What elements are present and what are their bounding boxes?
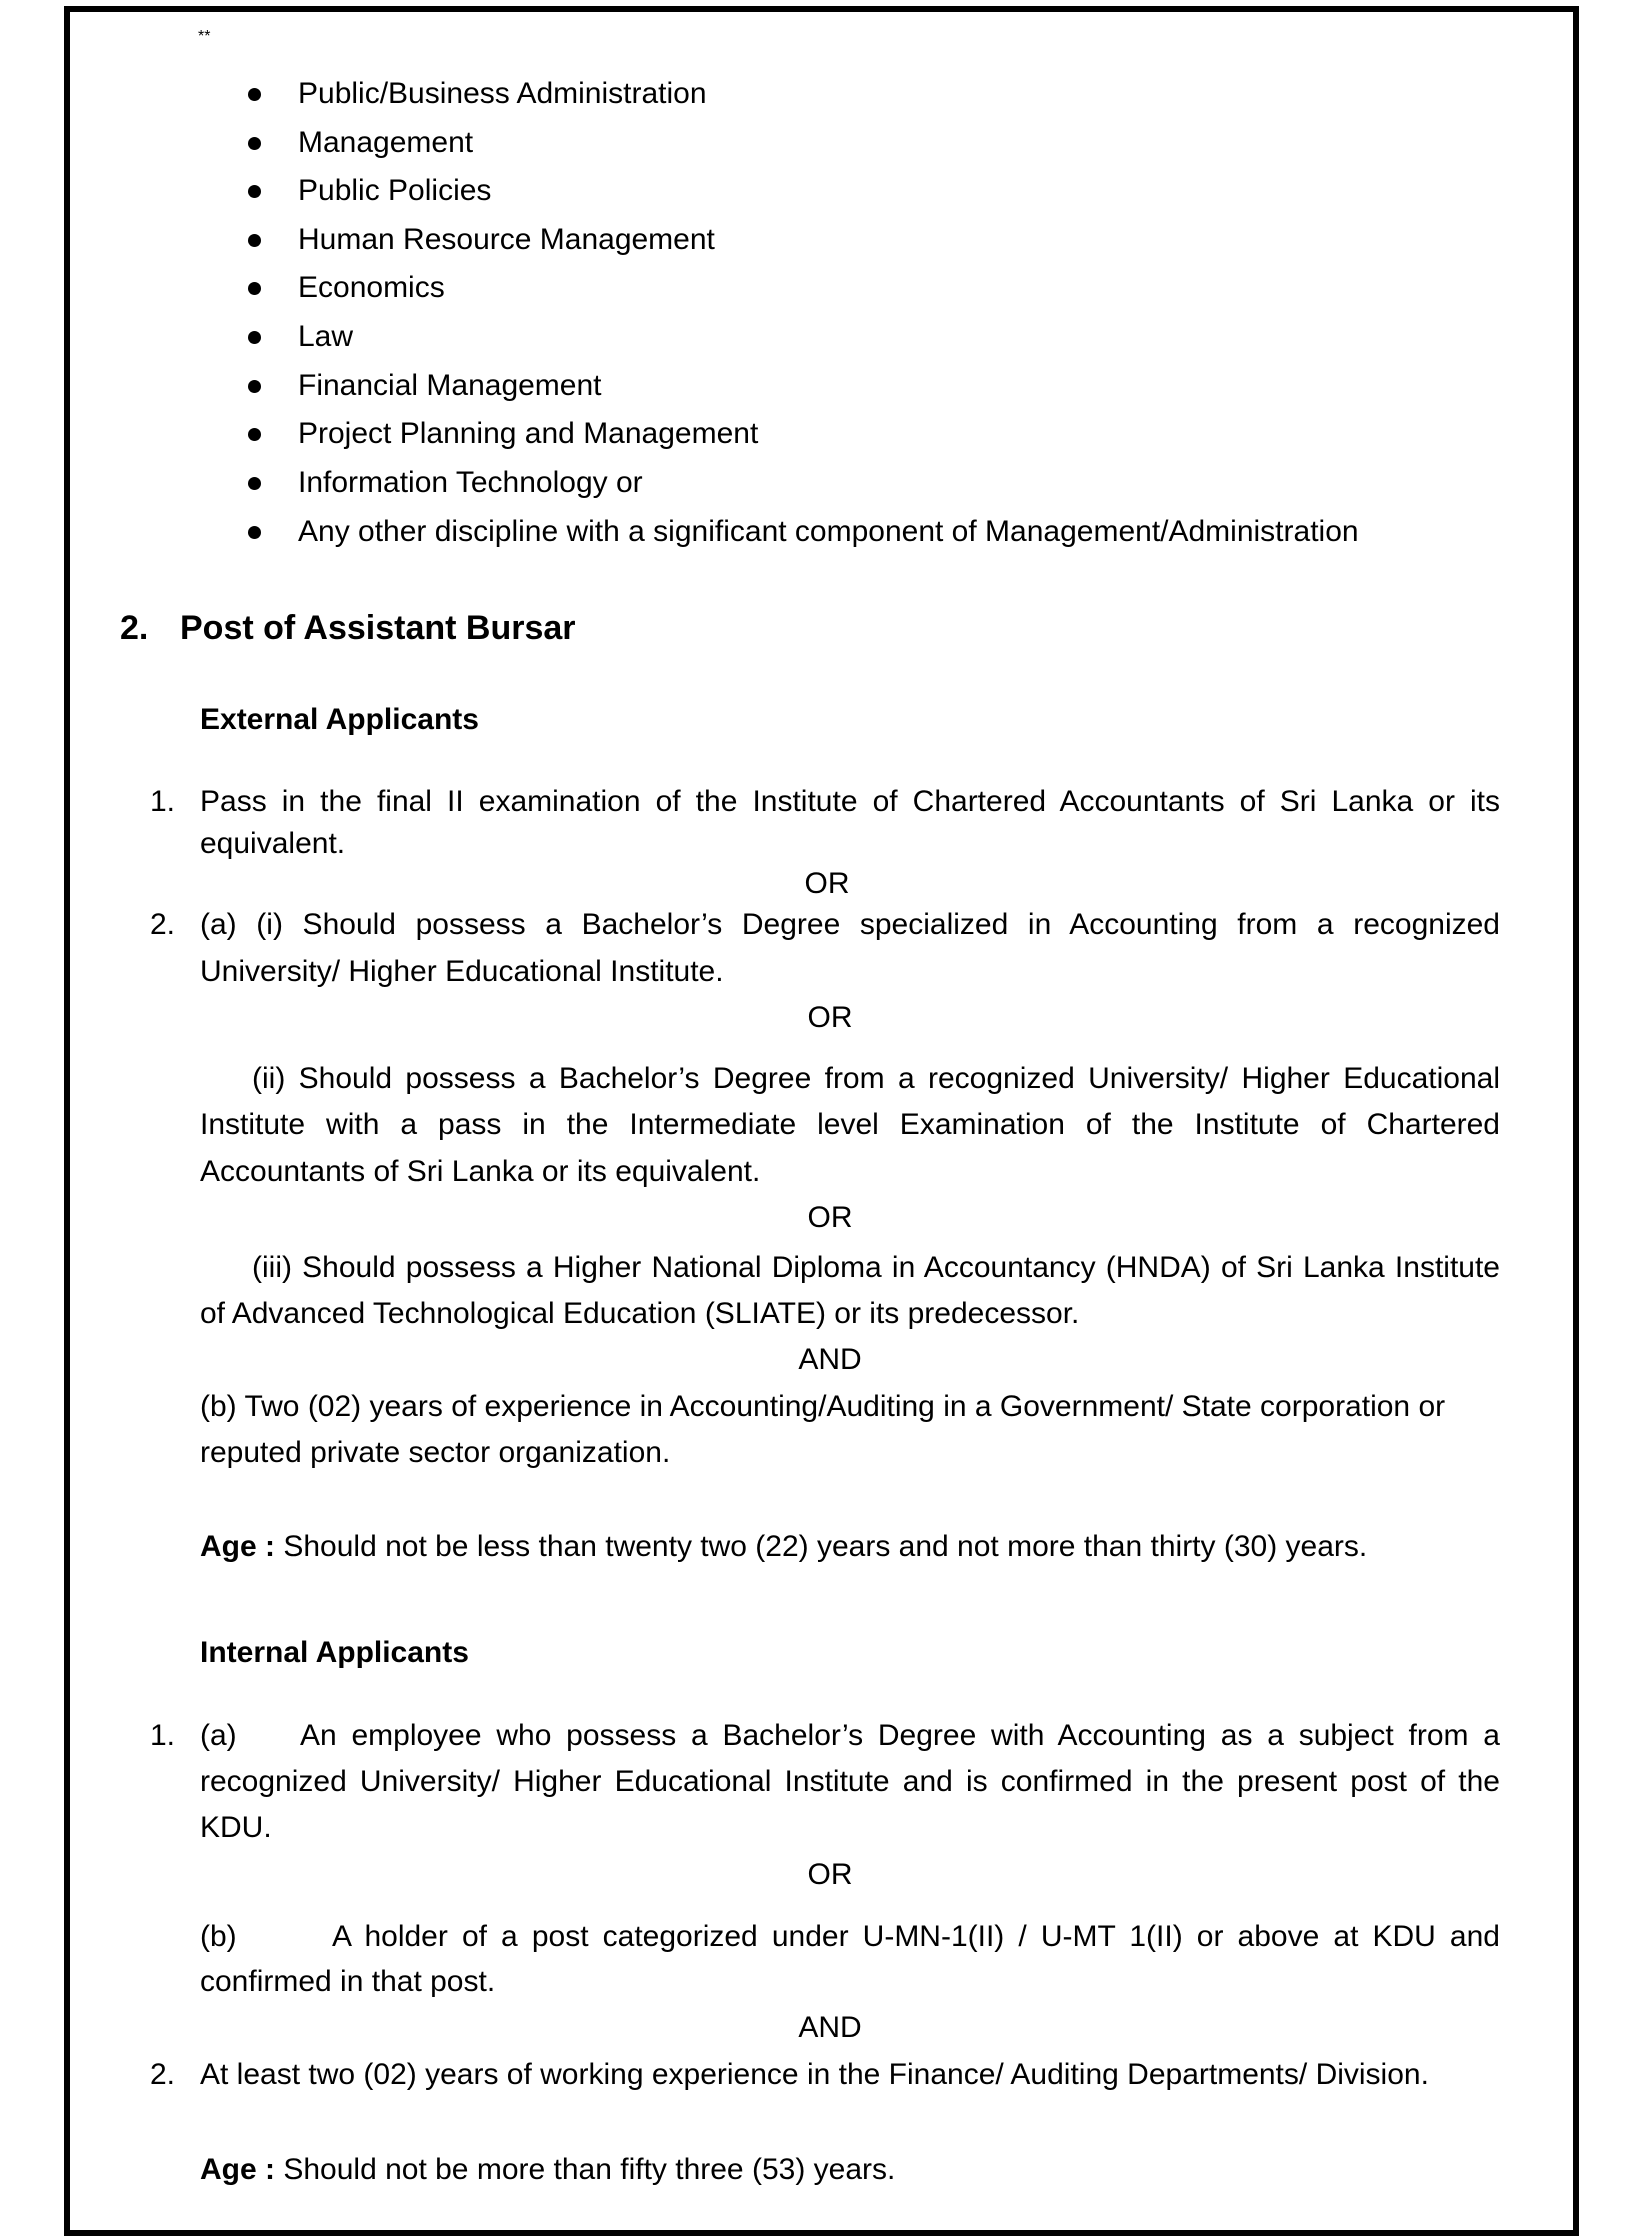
bullet-icon — [248, 234, 261, 247]
and-separator: AND — [798, 1343, 862, 1376]
bullet-icon — [248, 526, 261, 539]
item-number: 2. — [150, 908, 176, 941]
list-item: Project Planning and Management — [298, 417, 759, 450]
list-item: Financial Management — [298, 369, 602, 402]
section-title: Post of Assistant Bursar — [180, 609, 576, 647]
external-item2b-line1: (b) Two (02) years of experience in Accounting/Auditing in a Government/ State corporation or — [200, 1390, 1446, 1423]
external-item1-line2: equivalent. — [200, 827, 346, 860]
or-separator: OR — [807, 1001, 853, 1034]
or-separator: OR — [804, 867, 850, 900]
internal-item1a-line2: recognized University/ Higher Educational Institute and is confirmed in the present post of the — [200, 1765, 1500, 1798]
external-applicants-heading: External Applicants — [200, 703, 479, 736]
section-number: 2. — [120, 609, 149, 647]
and-separator: AND — [798, 2011, 862, 2044]
internal-item1b-line2: confirmed in that post. — [200, 1965, 496, 1998]
age-text: Should not be less than twenty two (22) years and not more than thirty (30) years. — [275, 1530, 1368, 1563]
list-item: Management — [298, 126, 474, 159]
internal-item2-text: At least two (02) years of working experience in the Finance/ Auditing Departments/ Division. — [200, 2058, 1429, 2091]
external-item2b-line2: reputed private sector organization. — [200, 1436, 671, 1469]
bullet-icon — [248, 428, 261, 441]
list-item: Public Policies — [298, 174, 492, 207]
external-item2a-line1: (a) (i) Should possess a Bachelor’s Degree specialized in Accounting from a recognized — [200, 908, 1500, 941]
bullet-icon — [248, 331, 261, 344]
bullet-icon — [248, 137, 261, 150]
internal-item1a-label: (a) — [200, 1719, 237, 1752]
or-separator: OR — [807, 1858, 853, 1891]
bullet-icon — [248, 380, 261, 393]
age-label: Age : — [200, 1530, 275, 1563]
bullet-icon — [248, 477, 261, 490]
external-item2ii-line1: (ii) Should possess a Bachelor’s Degree from a recognized University/ Higher Educational — [252, 1062, 1500, 1095]
bullet-icon — [248, 185, 261, 198]
external-item2iii-line1: (iii) Should possess a Higher National Diploma in Accountancy (HNDA) of Sri Lanka Institute — [252, 1251, 1500, 1284]
or-separator: OR — [807, 1201, 853, 1234]
internal-item1a-line1: An employee who possess a Bachelor’s Degree with Accounting as a subject from a — [300, 1719, 1500, 1752]
list-item: Human Resource Management — [298, 223, 715, 256]
internal-item1a-line3: KDU. — [200, 1811, 272, 1844]
item-number: 1. — [150, 1719, 176, 1752]
list-item: Any other discipline with a significant component of Management/Administration — [298, 515, 1359, 548]
internal-applicants-heading: Internal Applicants — [200, 1636, 469, 1669]
list-item: Economics — [298, 271, 445, 304]
age-text: Should not be more than fifty three (53) years. — [275, 2153, 896, 2186]
list-item: Public/Business Administration — [298, 77, 707, 110]
bullet-icon — [248, 282, 261, 295]
external-item2a-line2: University/ Higher Educational Institute. — [200, 955, 724, 988]
item-number: 1. — [150, 785, 176, 818]
item-number: 2. — [150, 2058, 176, 2091]
external-item2ii-line2: Institute with a pass in the Intermediate level Examination of the Institute of Chartered — [200, 1108, 1500, 1141]
internal-item1b-line1: A holder of a post categorized under U-MN-1(II) / U-MT 1(II) or above at KDU and — [332, 1920, 1500, 1953]
list-item: Law — [298, 320, 354, 353]
external-item1-line1: Pass in the final II examination of the Institute of Chartered Accountants of Sri Lanka or its — [200, 785, 1500, 818]
external-item2ii-line3: Accountants of Sri Lanka or its equivalent. — [200, 1155, 761, 1188]
age-label: Age : — [200, 2153, 275, 2186]
asterisks: ** — [198, 28, 211, 45]
external-age-line — [200, 1527, 1367, 1567]
internal-age-line — [200, 2150, 895, 2190]
internal-item1b-label: (b) — [200, 1920, 237, 1953]
list-item: Information Technology or — [298, 466, 643, 499]
external-item2iii-line2: of Advanced Technological Education (SLIATE) or its predecessor. — [200, 1297, 1080, 1330]
bullet-icon — [248, 88, 261, 101]
